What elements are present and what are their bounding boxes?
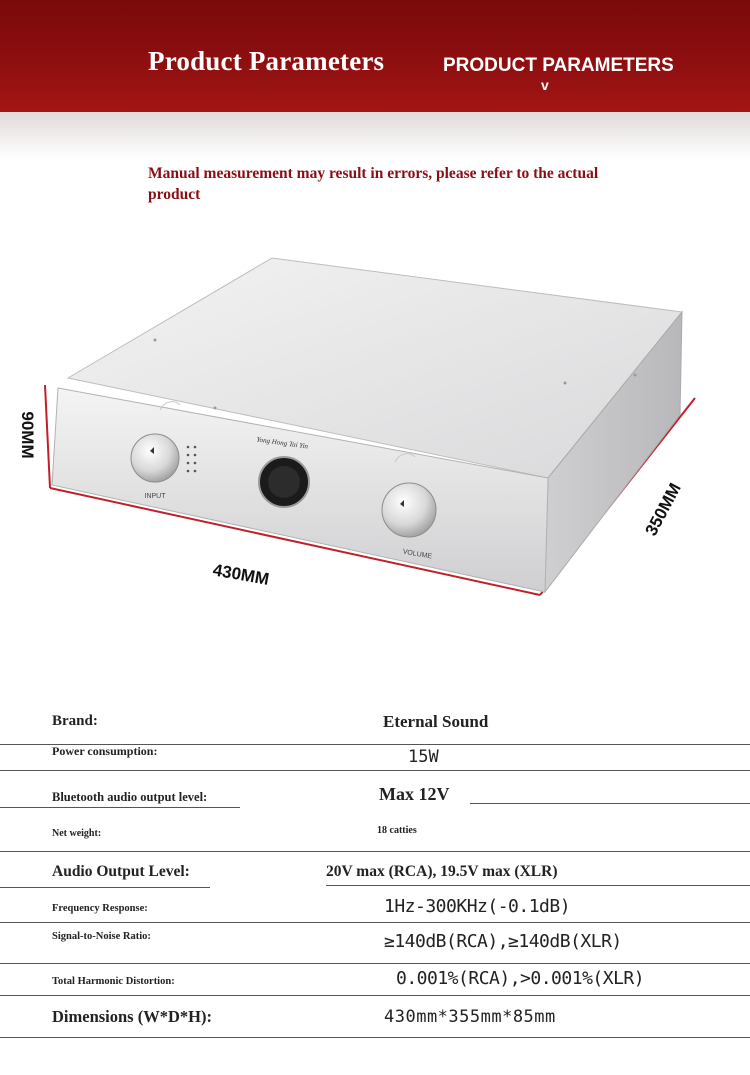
volume-label: VOLUME bbox=[402, 548, 433, 561]
spec-value: 0.001%(RCA),>0.001%(XLR) bbox=[396, 968, 645, 989]
spec-label: Net weight: bbox=[52, 828, 102, 839]
height-dimension-label: 90MM bbox=[18, 411, 37, 459]
input-knob-icon bbox=[131, 434, 179, 482]
spec-label: Brand: bbox=[52, 713, 98, 729]
depth-dimension-label: 350MM bbox=[641, 479, 685, 539]
spec-value: 15W bbox=[408, 747, 439, 767]
width-dimension-label: 430MM bbox=[211, 560, 271, 589]
input-label: INPUT bbox=[144, 493, 166, 500]
spec-value: Max 12V bbox=[379, 784, 450, 804]
page-title: Product Parameters bbox=[148, 46, 385, 76]
spec-value: Eternal Sound bbox=[383, 712, 489, 731]
volume-knob-icon bbox=[382, 483, 436, 537]
spec-label: Audio Output Level: bbox=[52, 863, 190, 880]
spec-label: Dimensions (W*D*H): bbox=[52, 1007, 212, 1026]
spec-value: 1Hz-300KHz(-0.1dB) bbox=[384, 896, 571, 917]
spec-label: Frequency Response: bbox=[52, 903, 148, 914]
page-title-caps: PRODUCT PARAMETERS bbox=[443, 55, 674, 76]
header-shadow bbox=[0, 112, 750, 160]
spec-label: Power consumption: bbox=[52, 744, 158, 758]
down-arrow-icon: v bbox=[541, 77, 549, 93]
spec-label: Total Harmonic Distortion: bbox=[52, 976, 175, 987]
spec-label: Bluetooth audio output level: bbox=[52, 790, 208, 804]
spec-value: 18 catties bbox=[377, 825, 417, 836]
product-image bbox=[0, 240, 750, 660]
brand-script: Yong Hong Tai Yin bbox=[255, 435, 309, 451]
spec-value: 430mm*355mm*85mm bbox=[384, 1007, 556, 1027]
measurement-notice: Manual measurement may result in errors, please refer to the actual product bbox=[148, 165, 599, 203]
spec-value: ≥140dB(RCA),≥140dB(XLR) bbox=[384, 931, 622, 952]
spec-label: Signal-to-Noise Ratio: bbox=[52, 931, 151, 942]
spec-value: 20V max (RCA), 19.5V max (XLR) bbox=[326, 863, 558, 880]
